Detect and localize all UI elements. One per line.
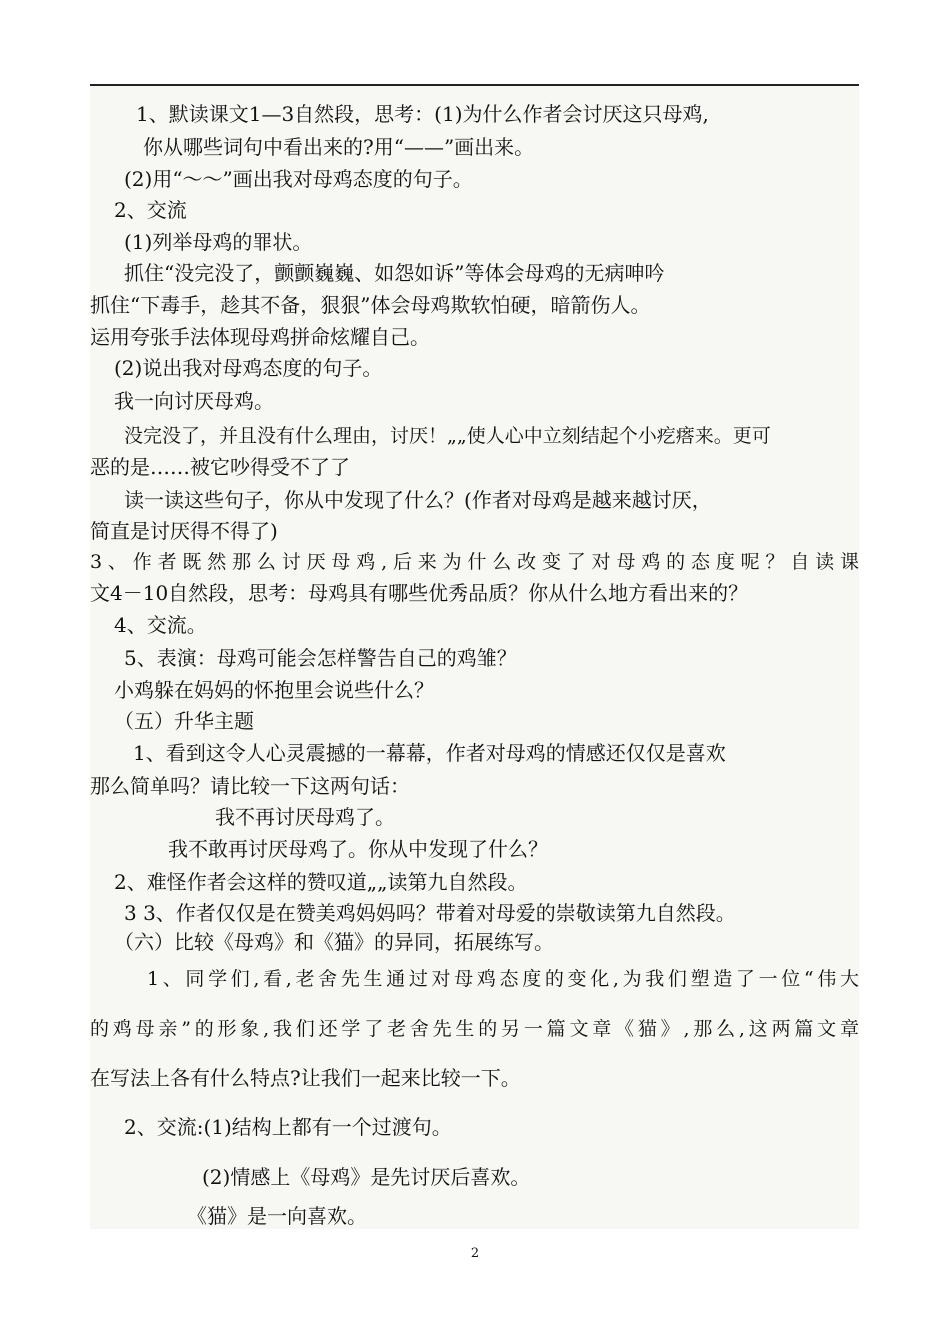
page-number: 2: [470, 1246, 480, 1261]
text-line: 你从哪些词句中看出来的?用“——”画出来。: [143, 135, 535, 159]
text-line: 的鸡母亲”的形象,我们还学了老舍先生的另一篇文章《猫》,那么,这两篇文章: [90, 1018, 859, 1040]
text-line: 没完没了，并且没有什么理由，讨厌！„„使人心中立刻结起个小疙瘩来。更可: [124, 425, 771, 447]
text-line: 5、表演：母鸡可能会怎样警告自己的鸡雏？: [124, 646, 517, 670]
text-line: (1)列举母鸡的罪状。: [124, 230, 313, 254]
text-line: 文4－10自然段，思考：母鸡具有哪些优秀品质？你从什么地方看出来的？: [90, 581, 749, 605]
text-line: 2、难怪作者会这样的赞叹道„„读第九自然段。: [114, 870, 528, 894]
text-line: 抓住“下毒手，趁其不备，狠狠”体会母鸡欺软怕硬，暗箭伤人。: [90, 293, 651, 317]
text-line: 3 3、作者仅仅是在赞美鸡妈妈吗？带着对母爱的崇敬读第九自然段。: [124, 901, 736, 925]
text-line: 1、同学们,看,老舍先生通过对母鸡态度的变化,为我们塑造了一位“伟大: [147, 968, 859, 990]
text-line: 读一读这些句子，你从中发现了什么？(作者对母鸡是越来越讨厌，: [124, 488, 712, 512]
text-line: 3、作者既然那么讨厌母鸡,后来为什么改变了对母鸡的态度呢？自读课: [90, 551, 859, 573]
text-line: 2、交流: [114, 198, 187, 222]
text-line: (2)说出我对母鸡态度的句子。: [114, 356, 383, 380]
text-line: 2、交流:(1)结构上都有一个过渡句。: [124, 1115, 452, 1139]
text-line: 我一向讨厌母鸡。: [114, 389, 274, 413]
text-line: 抓住“没完没了，颤颤巍巍、如怨如诉”等体会母鸡的无病呻吟: [124, 261, 665, 285]
text-line: 《猫》是一向喜欢。: [187, 1204, 367, 1228]
text-line: 我不再讨厌母鸡了。: [215, 805, 395, 829]
text-line: 运用夸张手法体现母鸡拼命炫耀自己。: [90, 325, 430, 349]
text-line: 简直是讨厌得不得了): [90, 519, 278, 543]
text-line: 1、默读课文1—3自然段，思考：(1)为什么作者会讨厌这只母鸡,: [136, 102, 709, 126]
section-heading: （五）升华主题: [114, 709, 254, 733]
text-line: 我不敢再讨厌母鸡了。你从中发现了什么？: [168, 837, 548, 861]
text-line: 在写法上各有什么特点?让我们一起来比较一下。: [90, 1066, 521, 1090]
text-line: (2)情感上《母鸡》是先讨厌后喜欢。: [202, 1165, 531, 1189]
text-line: 那么简单吗？请比较一下这两句话：: [90, 774, 410, 798]
text-line: 1、看到这令人心灵震撼的一幕幕，作者对母鸡的情感还仅仅是喜欢: [133, 741, 726, 765]
section-heading: （六）比较《母鸡》和《猫》的异同，拓展练写。: [114, 930, 554, 954]
text-line: 恶的是……被它吵得受不了了: [90, 455, 350, 479]
text-line: (2)用“～～”画出我对母鸡态度的句子。: [124, 167, 473, 191]
text-line: 4、交流。: [114, 613, 207, 637]
text-line: 小鸡躲在妈妈的怀抱里会说些什么？: [114, 678, 434, 702]
